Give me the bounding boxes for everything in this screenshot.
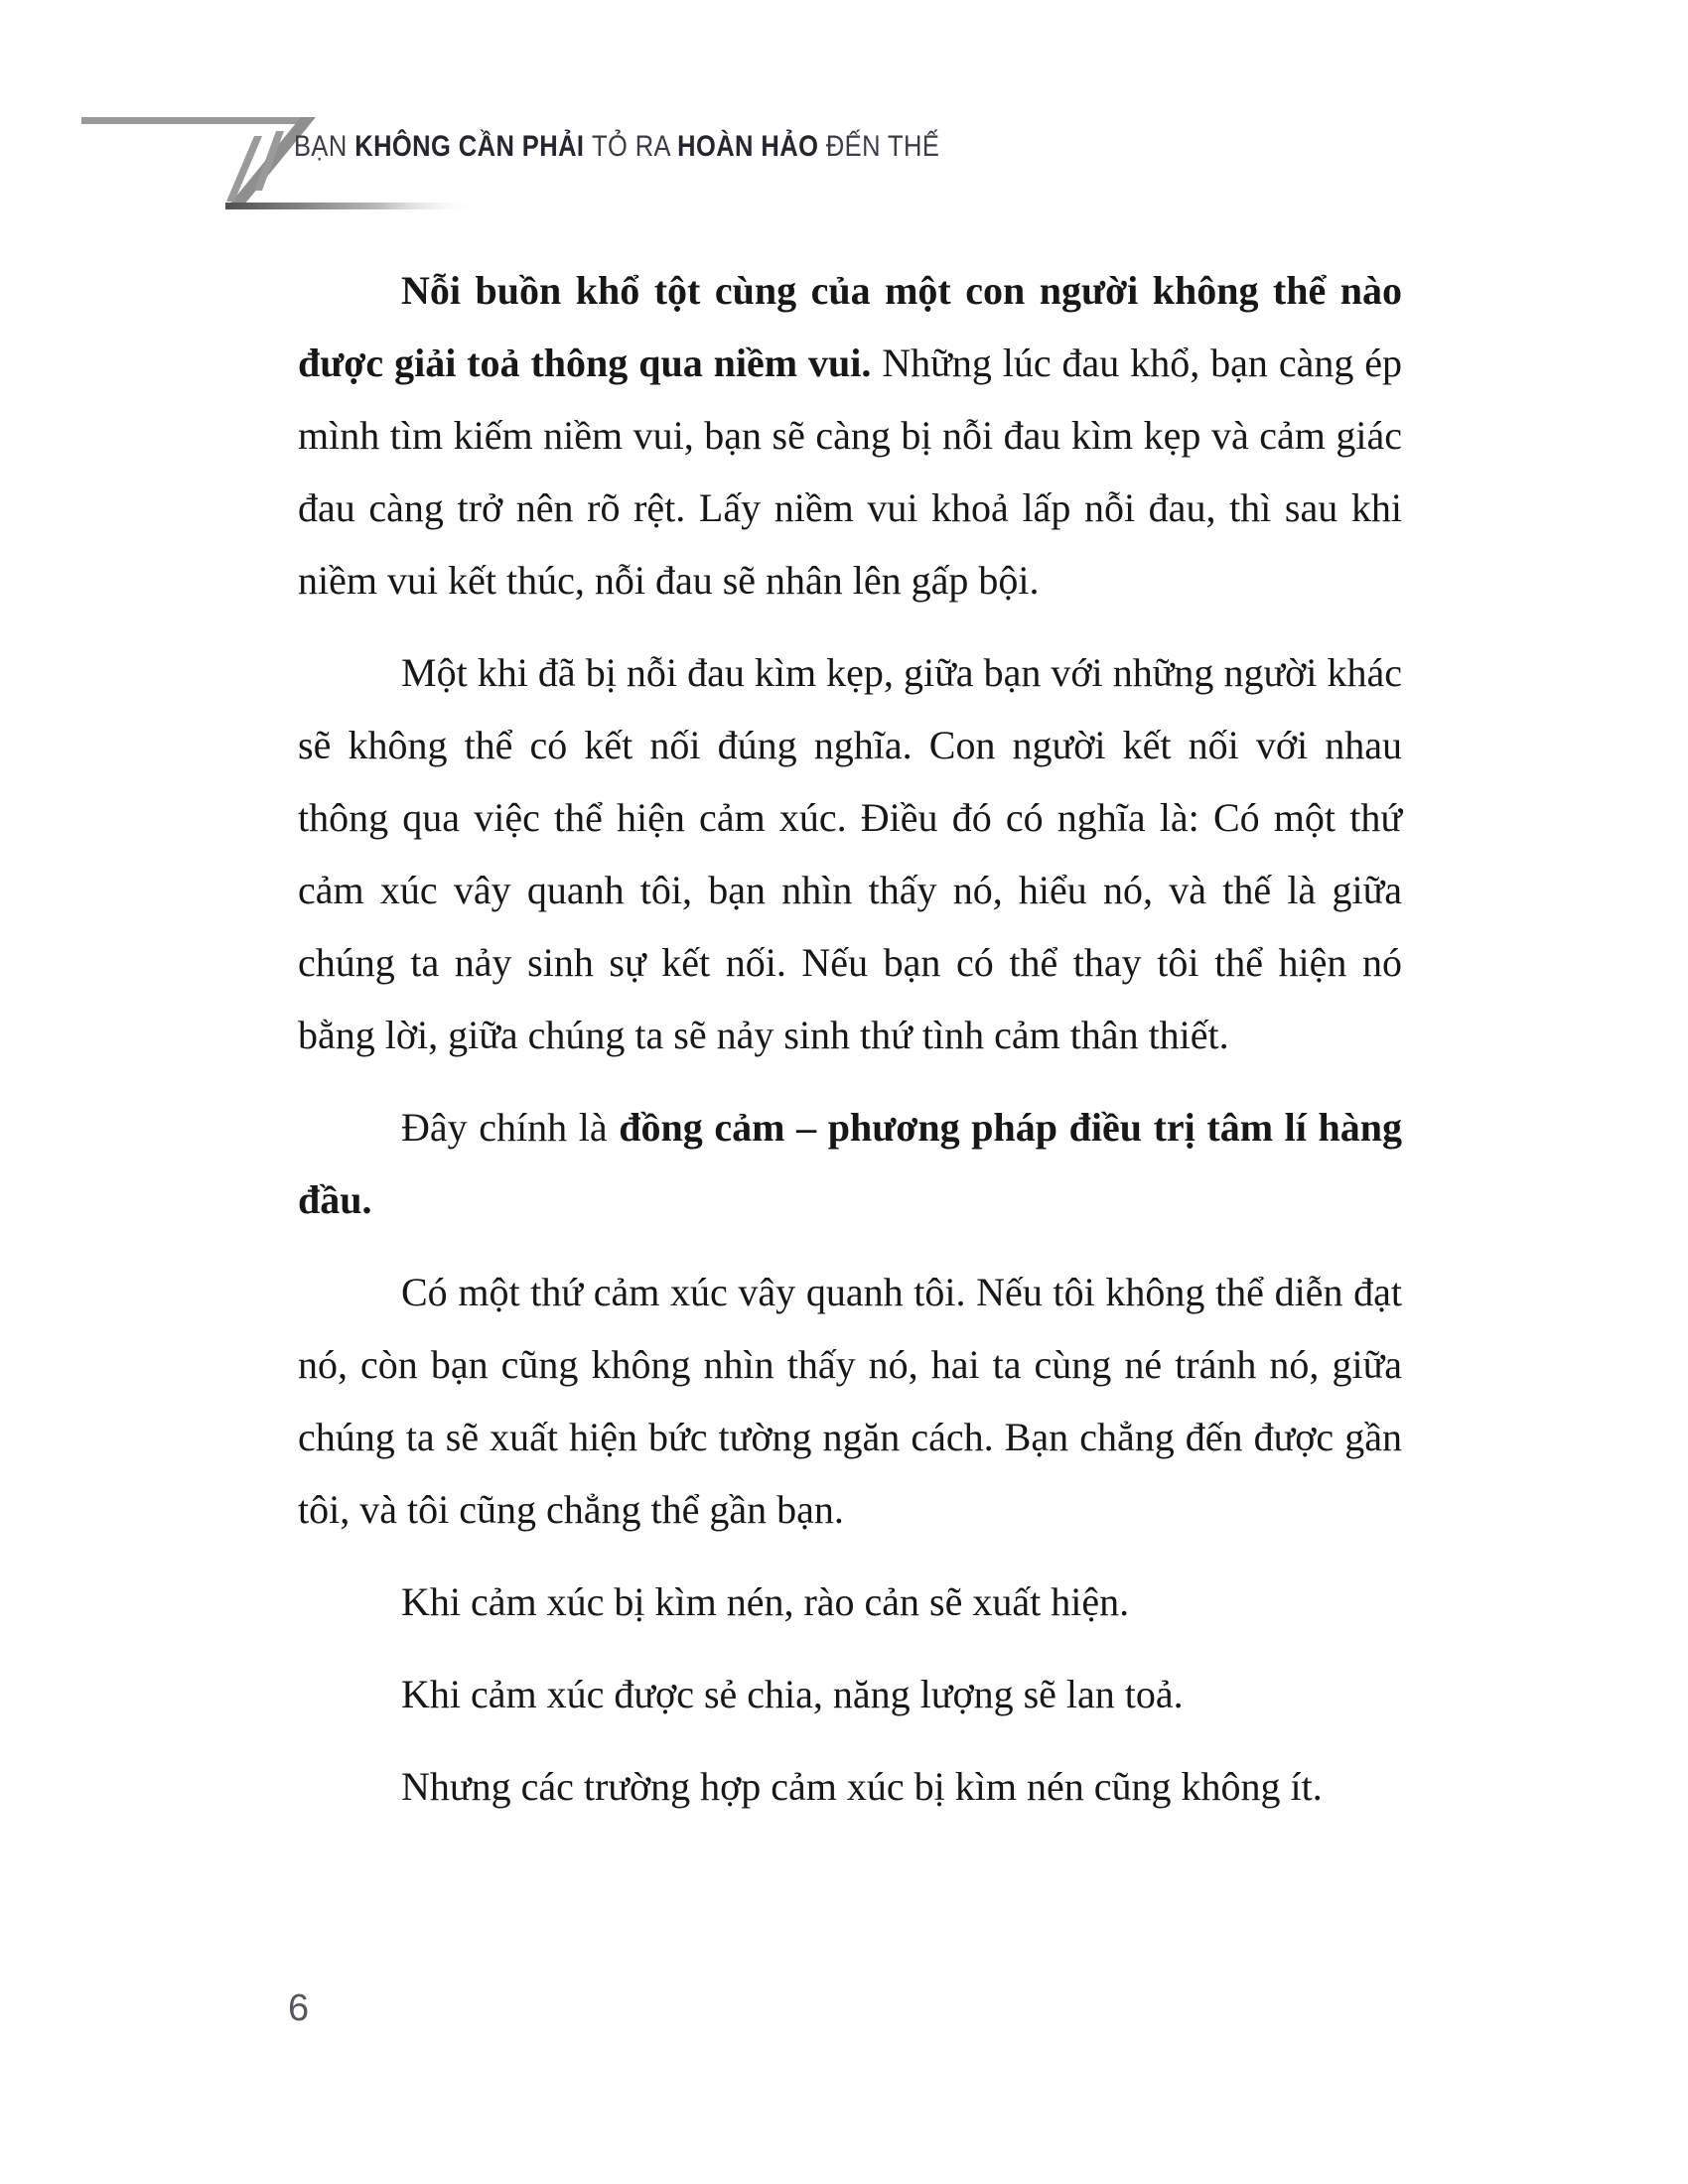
body-paragraph [298, 1750, 1402, 1823]
text-segment: đồng cảm – phương pháp điều trị tâm lí hàng đầu. [298, 1105, 1403, 1222]
body-paragraph [298, 254, 1402, 616]
text-segment: Đây chính là [401, 1105, 620, 1150]
text-segment: Những lúc đau khổ, bạn càng ép mình tìm kiếm niềm vui, bạn sẽ càng bị nỗi đau kìm kẹp và cảm giác đau càng trở nên rõ rệt. Lấy niềm vui khoả lấp nỗi đau, thì sau khi niềm vui kết thúc, nỗi đau sẽ nhân lên gấp bội. [298, 341, 1403, 603]
text-segment: Một khi đã bị nỗi đau kìm kẹp, giữa bạn với những người khác sẽ không thể có kết nối đúng nghĩa. Con người kết nối với nhau thông qua việc thể hiện cảm xúc. Điều đó có nghĩa là: Có một thứ cảm xúc vây quanh tôi, bạn nhìn thấy nó, hiểu nó, và thế là giữa chúng ta nảy sinh sự kết nối. Nếu bạn có thể thay tôi thể hiện nó bằng lời, giữa chúng ta sẽ nảy sinh thứ tình cảm thân thiết. [298, 650, 1402, 1057]
body-paragraph [298, 1658, 1402, 1730]
text-segment: Khi cảm xúc được sẻ chia, năng lượng sẽ lan toả. [401, 1672, 1184, 1716]
text-segment: BẠN [294, 130, 355, 163]
text-segment: Nhưng các trường hợp cảm xúc bị kìm nén cũng không ít. [401, 1764, 1323, 1809]
body-paragraph [298, 1256, 1402, 1546]
deco-gradient-bar [225, 203, 479, 209]
text-segment: HOÀN HẢO [677, 130, 826, 163]
body-paragraph [298, 1091, 1402, 1236]
page-number: 6 [288, 1987, 310, 2029]
header-decoration-graphic [0, 0, 516, 228]
text-segment: Nỗi buồn khổ tột cùng của một con người không thể nào được giải toả thông qua niềm vui. [298, 268, 1402, 385]
body-text-block [298, 254, 1402, 1843]
body-paragraph [298, 636, 1402, 1071]
text-segment: KHÔNG CẦN PHẢI [354, 130, 592, 163]
text-segment: ĐẾN THẾ [825, 130, 940, 163]
text-segment: Khi cảm xúc bị kìm nén, rào cản sẽ xuất hiện. [401, 1579, 1130, 1624]
body-paragraph [298, 1566, 1402, 1638]
running-header-title [294, 130, 939, 164]
text-segment: TỎ RA [591, 130, 678, 163]
text-segment: Có một thứ cảm xúc vây quanh tôi. Nếu tôi không thể diễn đạt nó, còn bạn cũng không nhìn thấy nó, hai ta cùng né tránh nó, giữa chúng ta sẽ xuất hiện bức tường ngăn cách. Bạn chẳng đến được gần tôi, và tôi cũng chẳng thể gần bạn. [298, 1270, 1402, 1532]
deco-top-bar [81, 117, 302, 124]
